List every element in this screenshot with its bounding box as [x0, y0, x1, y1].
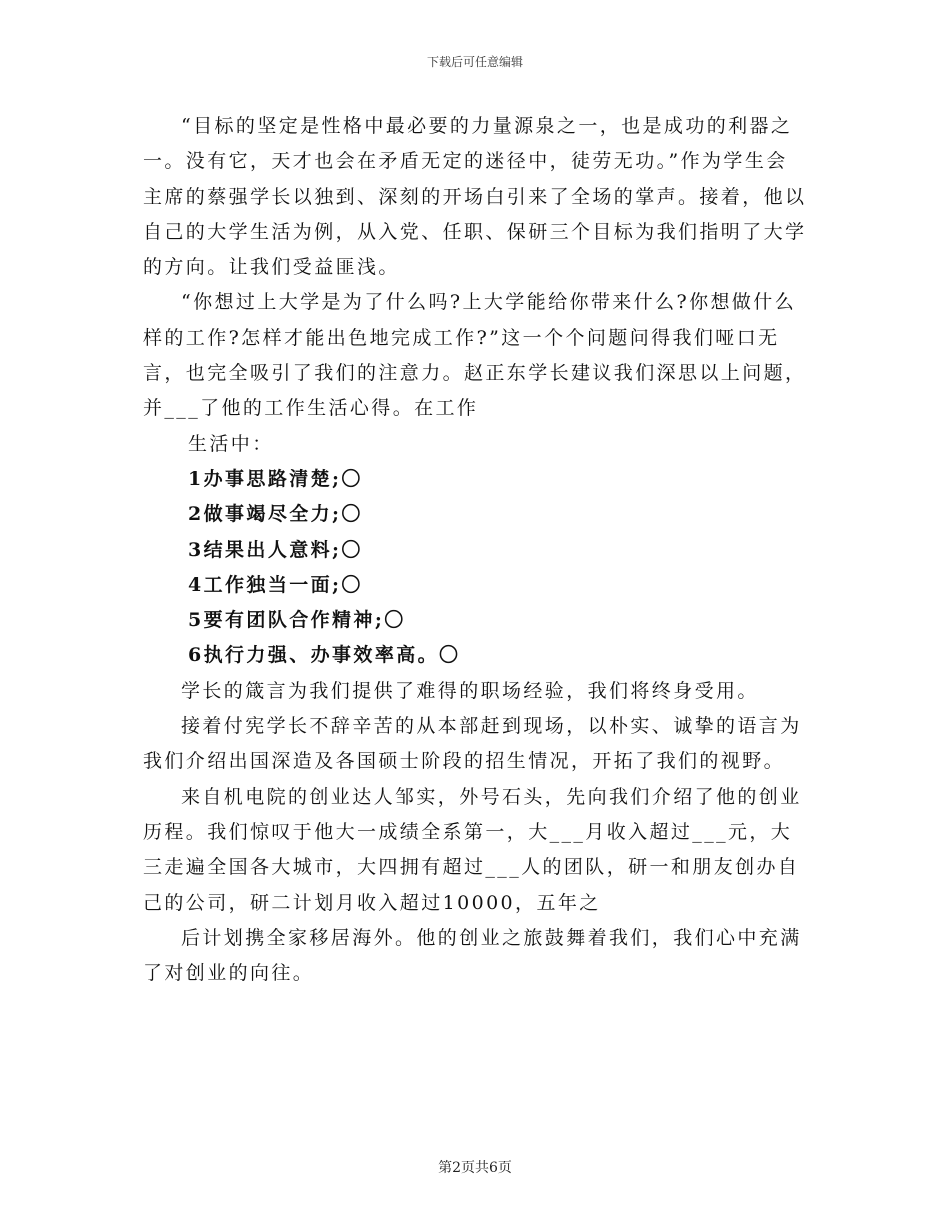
paragraph-4: 学长的箴言为我们提供了难得的职场经验，我们将终身受用。 [181, 679, 759, 702]
document-body [143, 109, 808, 991]
page-header: 下载后可任意编辑 [426, 55, 523, 69]
paragraph-6: 来自机电院的创业达人邹实，外号石头，先向我们介绍了他的创业历程。我们惊叹于他大一成绩全系第一，大___月收入超过___元，大三走遍全国各大城市，大四拥有超过___人的团队，研一和朋友创办自己的公司，研二计划月收入超过10000，五年之 [143, 785, 802, 914]
paragraph-1: “目标的坚定是性格中最必要的力量源泉之一，也是成功的利器之一。没有它，天才也会在矛盾无定的迷径中，徒劳无功。”作为学生会主席的蔡强学长以独到、深刻的开场白引来了全场的掌声。接着，他以自己的大学生活为例，从入党、任职、保研三个目标为我们指明了大学的方向。让我们受益匪浅。 [143, 115, 807, 279]
page-footer: 第2页共6页 [438, 1160, 512, 1176]
list-item: 3结果出人意料;〇 [188, 538, 363, 561]
list-item: 2做事竭尽全力;〇 [188, 503, 363, 526]
list-item: 5要有团队合作精神;〇 [188, 609, 406, 632]
paragraph-2: “你想过上大学是为了什么吗?上大学能给你带来什么?你想做什么样的工作?怎样才能出色地完成工作?”这一个个问题问得我们哑口无言，也完全吸引了我们的注意力。赵正东学长建议我们深思以上问题，并___了他的工作生活心得。在工作 [143, 291, 807, 420]
list-item: 6执行力强、办事效率高。〇 [188, 644, 461, 667]
paragraph-3: 生活中： [188, 432, 274, 455]
paragraph-7: 后计划携全家移居海外。他的创业之旅鼓舞着我们，我们心中充满了对创业的向往。 [143, 926, 802, 985]
list-item: 1办事思路清楚;〇 [188, 467, 363, 490]
paragraph-5: 接着付宪学长不辞辛苦的从本部赶到现场，以朴实、诚挚的语言为我们介绍出国深造及各国硕士阶段的招生情况，开拓了我们的视野。 [143, 715, 802, 773]
list-item: 4工作独当一面;〇 [188, 573, 363, 596]
